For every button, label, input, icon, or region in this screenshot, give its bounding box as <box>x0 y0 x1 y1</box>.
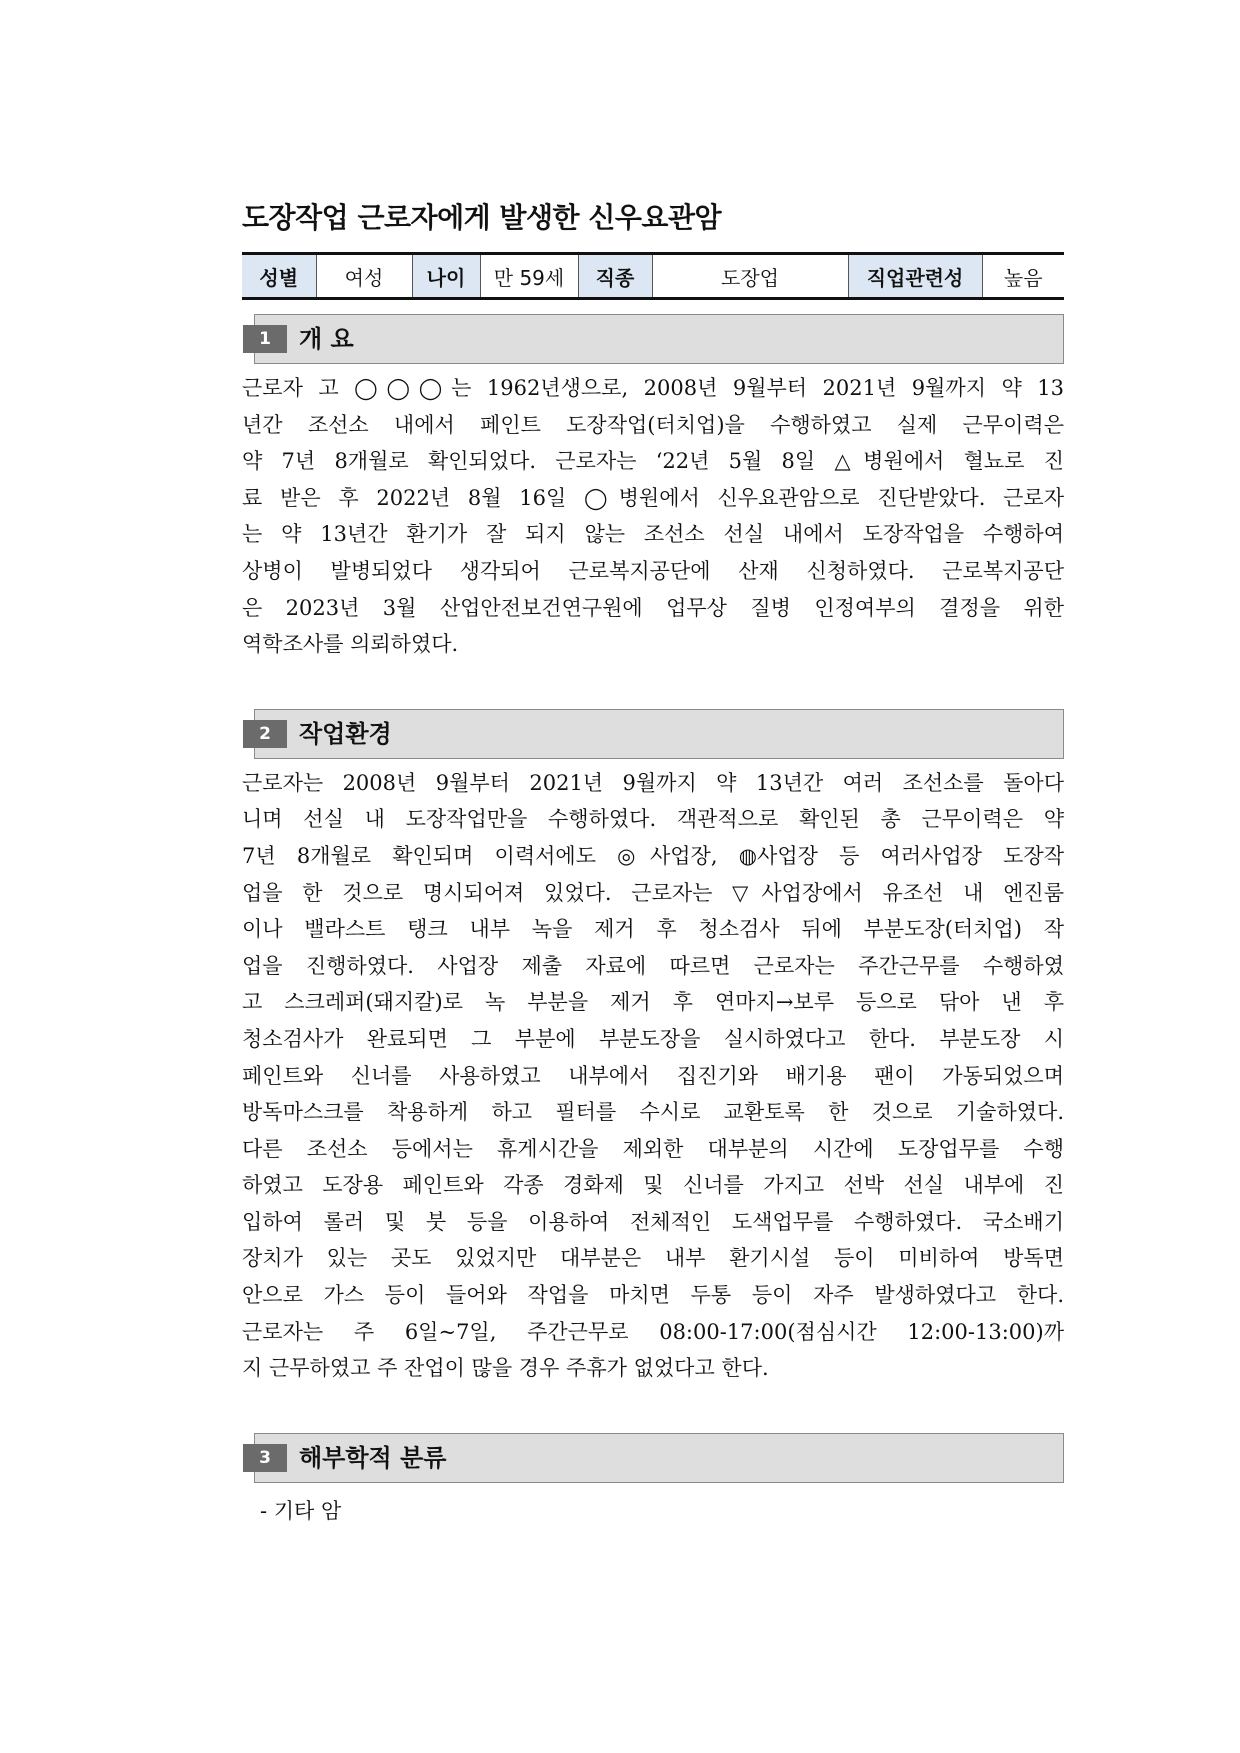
section-title: 개 요 <box>299 325 354 353</box>
section-work-environment <box>242 709 1064 1387</box>
section-body <box>242 370 1064 663</box>
section-header <box>254 314 1064 364</box>
section-anatomical-classification <box>242 1433 1064 1529</box>
text-line: 근로자는 주 6일~7일, 주간근무로 08:00-17:00(점심시간 12:00-13:00)까 <box>242 1319 1064 1344</box>
text-line: 업을 한 것으로 명시되어져 있었다. 근로자는 ▽사업장에서 유조선 내 엔진룸 <box>242 880 1064 905</box>
info-row <box>242 254 1064 299</box>
job-label: 직종 <box>578 254 652 299</box>
text-line: 니며 선실 내 도장작업만을 수행하였다. 객관적으로 확인된 총 근무이력은 약 <box>242 807 1064 832</box>
section-title: 작업환경 <box>299 719 392 748</box>
text-line: 역학조사를 의뢰하였다. <box>242 632 459 657</box>
text-line: 하였고 도장용 페인트와 각종 경화제 및 신너를 가지고 선박 선실 내부에 진 <box>242 1173 1064 1198</box>
section-number: 2 <box>243 720 287 748</box>
text-line: 안으로 가스 등이 들어와 작업을 마치면 두통 등이 자주 발생하였다고 한다. <box>242 1283 1064 1308</box>
document-page <box>242 198 1064 1529</box>
sex-label: 성별 <box>242 254 316 299</box>
section-title: 해부학적 분류 <box>299 1443 447 1472</box>
job-value: 도장업 <box>652 254 848 299</box>
text-line: 료 받은 후 2022년 8월 16일 ◯병원에서 신우요관암으로 진단받았다. 근로자 <box>242 485 1064 510</box>
relevance-label: 직업관련성 <box>848 254 982 299</box>
text-line: 는 약 13년간 환기가 잘 되지 않는 조선소 선실 내에서 도장작업을 수행하여 <box>242 522 1064 547</box>
text-line: 청소검사가 완료되면 그 부분에 부분도장을 실시하였다고 한다. 부분도장 시 <box>242 1026 1064 1051</box>
text-line: 지 근무하였고 주 잔업이 많을 경우 주휴가 없었다고 한다. <box>242 1356 769 1381</box>
text-line: 7년 8개월로 확인되며 이력서에도 ◎사업장, ◍사업장 등 여러사업장 도장작 <box>242 843 1064 868</box>
section-number: 1 <box>243 325 287 353</box>
section-body <box>242 765 1064 1387</box>
text-line: 방독마스크를 착용하게 하고 필터를 수시로 교환토록 한 것으로 기술하였다. <box>242 1100 1064 1125</box>
info-table <box>242 252 1064 300</box>
section-header <box>254 1433 1064 1483</box>
classification-item: - 기타 암 <box>260 1498 342 1523</box>
text-line: 약 7년 8개월로 확인되었다. 근로자는 ‘22년 5월 8일 △병원에서 혈뇨로 진 <box>242 449 1064 474</box>
age-value: 만 59세 <box>480 254 578 299</box>
text-line: 은 2023년 3월 산업안전보건연구원에 업무상 질병 인정여부의 결정을 위한 <box>242 595 1064 620</box>
text-line: 고 스크레퍼(돼지칼)로 녹 부분을 제거 후 연마지→보루 등으로 닦아 낸 후 <box>242 990 1064 1015</box>
text-line: 근로자는 2008년 9월부터 2021년 9월까지 약 13년간 여러 조선소를 돌아다 <box>242 770 1064 795</box>
text-line: 근로자 고 ◯◯◯는 1962년생으로, 2008년 9월부터 2021년 9월까지 약 13 <box>242 376 1064 400</box>
relevance-value: 높음 <box>982 254 1064 299</box>
text-line: 업을 진행하였다. 사업장 제출 자료에 따르면 근로자는 주간근무를 수행하였 <box>242 953 1064 978</box>
section-number: 3 <box>243 1444 287 1472</box>
text-line: 입하여 롤러 및 붓 등을 이용하여 전체적인 도색업무를 수행하였다. 국소배기 <box>242 1209 1064 1234</box>
text-line: 장치가 있는 곳도 있었지만 대부분은 내부 환기시설 등이 미비하여 방독면 <box>242 1246 1064 1271</box>
text-line: 상병이 발병되었다 생각되어 근로복지공단에 산재 신청하였다. 근로복지공단 <box>242 558 1064 583</box>
sex-value: 여성 <box>316 254 412 299</box>
document-title: 도장작업 근로자에게 발생한 신우요관암 <box>242 201 722 234</box>
text-line: 년간 조선소 내에서 페인트 도장작업(터치업)을 수행하였고 실제 근무이력은 <box>242 412 1064 437</box>
section-header <box>254 709 1064 759</box>
text-line: 페인트와 신너를 사용하였고 내부에서 집진기와 배기용 팬이 가동되었으며 <box>242 1063 1064 1088</box>
section-overview <box>242 314 1064 663</box>
text-line: 이나 밸라스트 탱크 내부 녹을 제거 후 청소검사 뒤에 부분도장(터치업) 작 <box>242 917 1064 942</box>
age-label: 나이 <box>412 254 480 299</box>
text-line: 다른 조선소 등에서는 휴게시간을 제외한 대부분의 시간에 도장업무를 수행 <box>242 1136 1064 1161</box>
